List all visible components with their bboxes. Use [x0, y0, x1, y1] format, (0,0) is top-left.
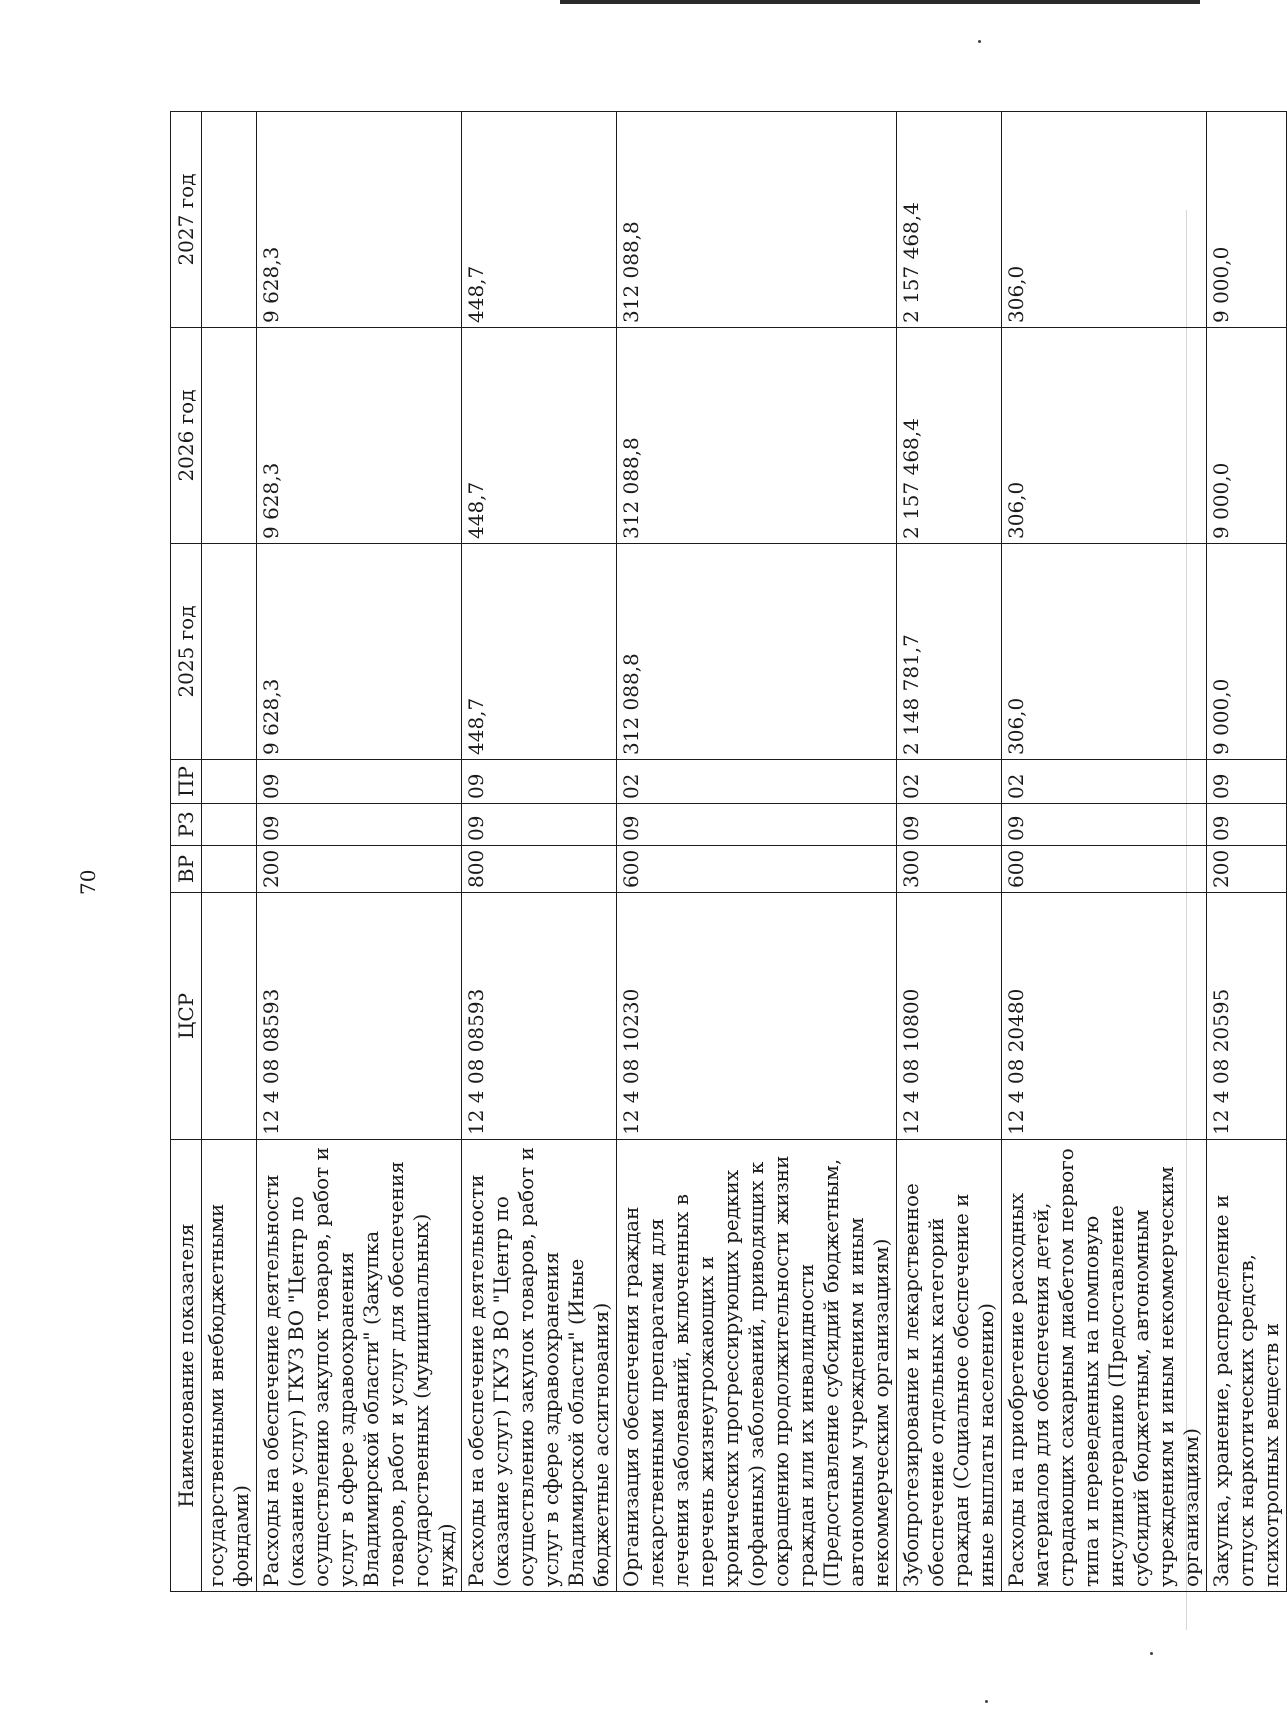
- header-name: Наименование показателя: [171, 1140, 202, 1592]
- cell-vr: 300: [897, 846, 1002, 893]
- cell-2026: 2 157 468,4: [897, 328, 1002, 544]
- cell-name: Расходы на приобретение расходных материалов для обеспечения детей, страдающих сахарным диабетом первого типа и переведенных на помповую инсулинотерапию (Предоставление субсидий бюджетным, автономным учреждениям и иным некоммерческим организациям): [1002, 1140, 1207, 1592]
- cell-pr: 09: [1207, 760, 1287, 804]
- scan-speck: [1150, 1652, 1153, 1655]
- cell-2026: 9 000,0: [1207, 328, 1287, 544]
- cell-vr: 200: [257, 846, 462, 893]
- cell-csr: 12 4 08 10800: [897, 893, 1002, 1140]
- cell-2027: 2 157 468,4: [897, 112, 1002, 328]
- cell-rz: 09: [1002, 804, 1207, 846]
- cell-pr: 02: [617, 760, 897, 804]
- budget-table-frame: [170, 112, 1283, 1592]
- cell-csr: 12 4 08 20480: [1002, 893, 1207, 1140]
- cell-vr: 200: [1207, 846, 1287, 893]
- page-number: 70: [76, 869, 100, 895]
- cell-rz: 09: [617, 804, 897, 846]
- group-row-text: государственными внебюджетными фондами): [202, 1140, 257, 1592]
- cell-2027: 9 628,3: [257, 112, 462, 328]
- page-top-border: [560, 0, 1200, 4]
- cell-csr: 12 4 08 08593: [257, 893, 462, 1140]
- cell-name: Расходы на обеспечение деятельности (оказание услуг) ГКУЗ ВО "Центр по осуществлению закупок товаров, работ и услуг в сфере здравоохранения Владимирской области" (Иные бюджетные ассигнования): [462, 1140, 617, 1592]
- table-header-row: [171, 112, 202, 1592]
- budget-table: [170, 111, 1287, 1592]
- table-row: [462, 112, 617, 1592]
- cell-name: Закупка, хранение, распределение и отпуск наркотических средств, психотропных веществ и: [1207, 1140, 1287, 1592]
- cell-2025: 306,0: [1002, 544, 1207, 760]
- table-row: [1207, 112, 1287, 1592]
- table-row: [1002, 112, 1207, 1592]
- cell-rz: 09: [897, 804, 1002, 846]
- table-row: [617, 112, 897, 1592]
- cell-csr: 12 4 08 20595: [1207, 893, 1287, 1140]
- cell-2025: 9 000,0: [1207, 544, 1287, 760]
- cell-vr: 800: [462, 846, 617, 893]
- cell-vr: 600: [617, 846, 897, 893]
- cell-name: Расходы на обеспечение деятельности (оказание услуг) ГКУЗ ВО "Центр по осуществлению закупок товаров, работ и услуг в сфере здравоохранения Владимирской области" (Закупка товаров, работ и услуг для обеспечения государственных (муниципальных) нужд): [257, 1140, 462, 1592]
- header-2026: 2026 год: [171, 328, 202, 544]
- cell-rz: 09: [462, 804, 617, 846]
- cell-2025: 312 088,8: [617, 544, 897, 760]
- header-2027: 2027 год: [171, 112, 202, 328]
- scan-speck: [985, 1700, 988, 1703]
- cell-pr: 09: [257, 760, 462, 804]
- cell-pr: 02: [897, 760, 1002, 804]
- header-vr: ВР: [171, 846, 202, 893]
- header-pr: ПР: [171, 760, 202, 804]
- cell-2026: 448,7: [462, 328, 617, 544]
- cell-name: Организация обеспечения граждан лекарственными препаратами для лечения заболеваний, включенных в перечень жизнеугрожающих и хронических прогрессирующих редких (орфанных) заболеваний, приводящих к сокращению продолжительности жизни граждан или их инвалидности (Предоставление субсидий бюджетным, автономным учреждениям и иным некоммерческим организациям): [617, 1140, 897, 1592]
- table-row: [897, 112, 1002, 1592]
- cell-pr: 02: [1002, 760, 1207, 804]
- cell-pr: 09: [462, 760, 617, 804]
- cell-2027: 448,7: [462, 112, 617, 328]
- header-2025: 2025 год: [171, 544, 202, 760]
- cell-2025: 9 628,3: [257, 544, 462, 760]
- cell-2025: 448,7: [462, 544, 617, 760]
- cell-2027: 9 000,0: [1207, 112, 1287, 328]
- cell-2027: 306,0: [1002, 112, 1207, 328]
- cell-2026: 9 628,3: [257, 328, 462, 544]
- cell-2025: 2 148 781,7: [897, 544, 1002, 760]
- cell-2027: 312 088,8: [617, 112, 897, 328]
- table-group-row: [202, 112, 257, 1592]
- cell-2026: 306,0: [1002, 328, 1207, 544]
- header-rz: РЗ: [171, 804, 202, 846]
- table-row: [257, 112, 462, 1592]
- cell-rz: 09: [1207, 804, 1287, 846]
- cell-vr: 600: [1002, 846, 1207, 893]
- cell-rz: 09: [257, 804, 462, 846]
- cell-csr: 12 4 08 10230: [617, 893, 897, 1140]
- cell-2026: 312 088,8: [617, 328, 897, 544]
- header-csr: ЦСР: [171, 893, 202, 1140]
- cell-csr: 12 4 08 08593: [462, 893, 617, 1140]
- cell-name: Зубопротезирование и лекарственное обеспечение отдельных категорий граждан (Социальное обеспечение и иные выплаты населению): [897, 1140, 1002, 1592]
- scan-speck: [978, 40, 981, 43]
